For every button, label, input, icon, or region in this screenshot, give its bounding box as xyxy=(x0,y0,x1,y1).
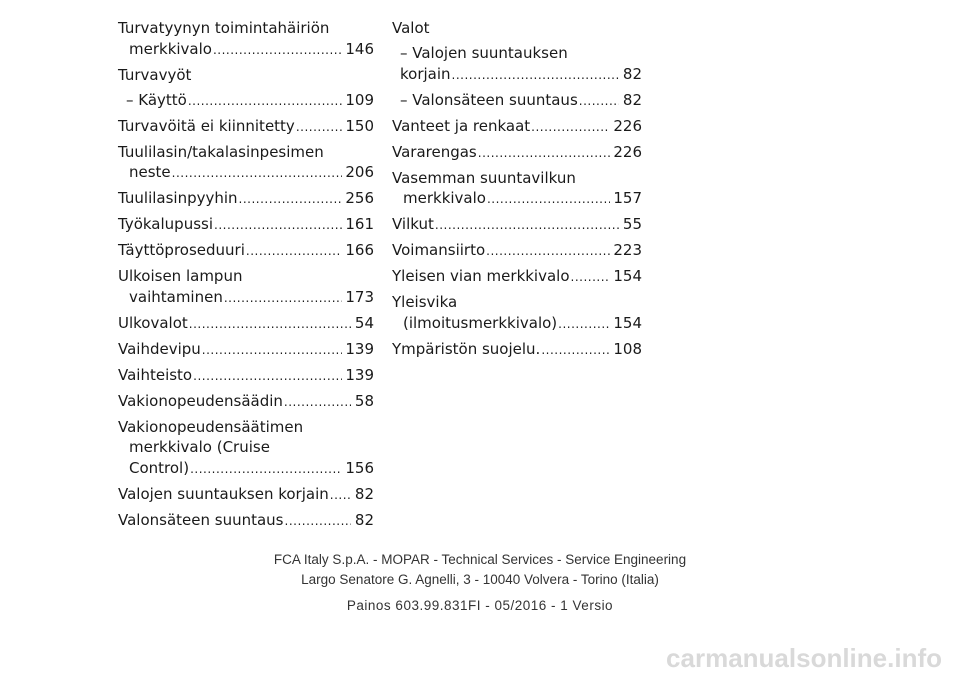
index-column-left xyxy=(118,18,374,536)
index-entry-page: 223 xyxy=(613,241,642,259)
index-entry-page: 82 xyxy=(354,510,374,529)
index-entry xyxy=(118,313,374,335)
index-entry-page: 154 xyxy=(613,313,642,332)
index-entry xyxy=(392,18,642,39)
index-entry-line xyxy=(118,162,374,184)
dot-leader xyxy=(193,366,342,387)
index-entry-line xyxy=(392,18,642,39)
index-entry-line xyxy=(118,18,374,39)
index-entry-page: 82 xyxy=(622,90,642,109)
index-entry-line xyxy=(392,313,642,335)
index-entry-label: merkkivalo xyxy=(403,189,486,207)
index-entry-label: – Valonsäteen suuntaus xyxy=(400,90,578,109)
dot-leader xyxy=(452,65,619,86)
dot-leader xyxy=(579,91,619,112)
index-entry-label: Tuulilasinpyyhin xyxy=(118,189,238,207)
index-entry-label: Valot xyxy=(392,19,430,37)
index-entry-page: 54 xyxy=(354,313,374,332)
index-entry-line xyxy=(118,417,374,438)
index-entry-label: Täyttöproseduuri xyxy=(118,241,245,259)
index-entry-line xyxy=(392,116,642,138)
index-entry-page: 55 xyxy=(622,215,642,233)
index-entry xyxy=(118,510,374,532)
index-entry-line xyxy=(392,214,642,236)
index-entry-line xyxy=(392,240,642,262)
index-entry-page: 150 xyxy=(345,116,374,135)
dot-leader xyxy=(239,189,343,210)
index-entry-page: 161 xyxy=(345,215,374,233)
index-entry-page: 156 xyxy=(345,458,374,477)
index-entry xyxy=(392,240,642,262)
index-entry-page: 206 xyxy=(345,163,374,181)
index-entry-page: 139 xyxy=(345,365,374,384)
index-entry-label: Valojen suuntauksen korjain xyxy=(118,484,329,503)
index-entry-line xyxy=(392,90,642,112)
index-entry-page: 173 xyxy=(345,287,374,306)
index-entry-page: 226 xyxy=(613,116,642,135)
index-entry-label: Vararengas xyxy=(392,142,477,161)
index-entry xyxy=(118,240,374,262)
index-entry-label: Turvavöitä ei kiinnitetty xyxy=(118,116,295,135)
dot-leader xyxy=(285,511,352,532)
dot-leader xyxy=(571,267,611,288)
index-entry-label: (ilmoitusmerkkivalo) xyxy=(403,313,558,332)
dot-leader xyxy=(213,40,342,61)
dot-leader xyxy=(284,392,351,413)
index-entry-line xyxy=(118,484,374,506)
index-entry-label: Turvatyynyn toimintahäiriön xyxy=(118,19,330,37)
index-entry xyxy=(118,484,374,506)
dot-leader xyxy=(487,189,610,210)
dot-leader xyxy=(330,485,351,506)
index-entry-label: merkkivalo (Cruise xyxy=(129,438,270,456)
index-entry-label: korjain xyxy=(400,64,451,83)
index-entry-line xyxy=(118,116,374,138)
index-entry xyxy=(118,365,374,387)
dot-leader xyxy=(531,117,610,138)
index-entry-line xyxy=(118,240,374,262)
dot-leader xyxy=(541,340,610,361)
index-entry xyxy=(392,292,642,334)
index-entry xyxy=(392,90,642,112)
index-entry-label: Yleisvika xyxy=(392,293,458,311)
dot-leader xyxy=(188,91,343,112)
index-entry xyxy=(392,142,642,164)
index-entry xyxy=(118,116,374,138)
index-entry-line xyxy=(118,65,374,86)
index-entry-line xyxy=(392,43,642,64)
index-entry xyxy=(118,417,374,480)
index-entry-label: Ulkoisen lampun xyxy=(118,267,243,285)
index-entry-line xyxy=(118,214,374,236)
index-entry-page: 139 xyxy=(345,339,374,358)
dot-leader xyxy=(202,340,343,361)
index-entry-line xyxy=(118,437,374,458)
index-entry-page: 108 xyxy=(613,339,642,358)
index-entry-label: – Käyttö xyxy=(126,90,187,109)
dot-leader xyxy=(189,314,351,335)
dot-leader xyxy=(478,143,611,164)
index-entry-page: 82 xyxy=(354,484,374,503)
index-entry xyxy=(392,214,642,236)
index-entry xyxy=(392,168,642,210)
dot-leader xyxy=(214,215,342,236)
index-entry-label: Valonsäteen suuntaus xyxy=(118,510,284,529)
index-entry-label: Vanteet ja renkaat xyxy=(392,116,531,135)
index-entry xyxy=(392,339,642,361)
index-entry-label: Tuulilasin/takalasinpesimen xyxy=(118,142,324,161)
index-entry-line xyxy=(118,365,374,387)
index-entry xyxy=(118,188,374,210)
index-entry-line xyxy=(118,188,374,210)
index-entry-page: 154 xyxy=(613,267,642,285)
index-entry-line xyxy=(392,339,642,361)
index-entry-line xyxy=(392,142,642,164)
index-entry xyxy=(118,142,374,184)
index-entry-label: vaihtaminen xyxy=(129,287,223,306)
index-entry-line xyxy=(118,458,374,480)
index-entry-page: 166 xyxy=(345,241,374,259)
index-entry-label: Vilkut xyxy=(392,215,434,233)
site-watermark[interactable]: carmanualsonline.info xyxy=(666,643,942,673)
index-entry-line xyxy=(118,391,374,413)
dot-leader xyxy=(486,241,610,262)
index-entry-line xyxy=(118,313,374,335)
index-entry-label: Turvavyöt xyxy=(118,65,192,84)
index-entry-label: merkkivalo xyxy=(129,39,212,58)
index-entry-label: Ympäristön suojelu. xyxy=(392,339,541,358)
index-entry xyxy=(118,339,374,361)
index-entry-line xyxy=(392,266,642,288)
index-entry-label: Yleisen vian merkkivalo xyxy=(392,267,570,285)
index-entry-label: – Valojen suuntauksen xyxy=(400,44,568,62)
index-entry xyxy=(392,266,642,288)
index-entry-line xyxy=(392,64,642,86)
index-entry-line xyxy=(118,90,374,112)
index-entry xyxy=(118,90,374,112)
index-entry-label: Vakionopeudensäätimen xyxy=(118,417,304,436)
index-entry-line xyxy=(392,188,642,210)
index-entry-label: Vasemman suuntavilkun xyxy=(392,168,576,187)
index-entry xyxy=(118,266,374,308)
index-entry-line xyxy=(118,142,374,163)
index-entry-page: 157 xyxy=(613,189,642,207)
index-entry-page: 256 xyxy=(345,189,374,207)
index-entry-page: 82 xyxy=(622,64,642,83)
index-entry xyxy=(392,116,642,138)
index-entry-line xyxy=(392,292,642,313)
publisher-footer xyxy=(0,550,960,616)
index-entry-label: Työkalupussi xyxy=(118,215,213,233)
index-entry xyxy=(392,43,642,85)
dot-leader xyxy=(296,117,343,138)
index-entry-page: 109 xyxy=(345,90,374,109)
index-entry-page: 58 xyxy=(354,391,374,410)
index-entry-label: Vakionopeudensäädin xyxy=(118,391,283,410)
index-entry-label: Vaihteisto xyxy=(118,365,193,384)
index-entry-page: 226 xyxy=(613,142,642,161)
index-entry-label: Vaihdevipu xyxy=(118,339,201,358)
index-entry-line xyxy=(118,39,374,61)
dot-leader xyxy=(246,241,342,262)
index-entry xyxy=(118,65,374,86)
index-entry-line xyxy=(118,266,374,287)
dot-leader xyxy=(558,314,610,335)
index-entry-line xyxy=(392,168,642,189)
index-entry-label: Voimansiirto xyxy=(392,241,486,259)
index-entry xyxy=(118,214,374,236)
dot-leader xyxy=(172,163,343,184)
dot-leader xyxy=(435,215,619,236)
index-column-right xyxy=(392,18,642,365)
footer-edition: Painos 603.99.831FI - 05/2016 - 1 Versio xyxy=(346,598,614,613)
index-entry-line xyxy=(118,510,374,532)
index-entry-label: neste xyxy=(129,163,171,181)
dot-leader xyxy=(224,288,343,309)
footer-address: Largo Senatore G. Agnelli, 3 - 10040 Volvera - Torino (Italia) xyxy=(301,572,659,587)
index-entry-label: Ulkovalot xyxy=(118,313,188,332)
dot-leader xyxy=(190,459,342,480)
index-entry-line xyxy=(118,339,374,361)
index-entry-line xyxy=(118,287,374,309)
index-entry-label: Control) xyxy=(129,458,190,477)
footer-company: FCA Italy S.p.A. - MOPAR - Technical Services - Service Engineering xyxy=(273,552,687,567)
index-entry xyxy=(118,391,374,413)
index-entry xyxy=(118,18,374,60)
index-entry-page: 146 xyxy=(345,39,374,58)
